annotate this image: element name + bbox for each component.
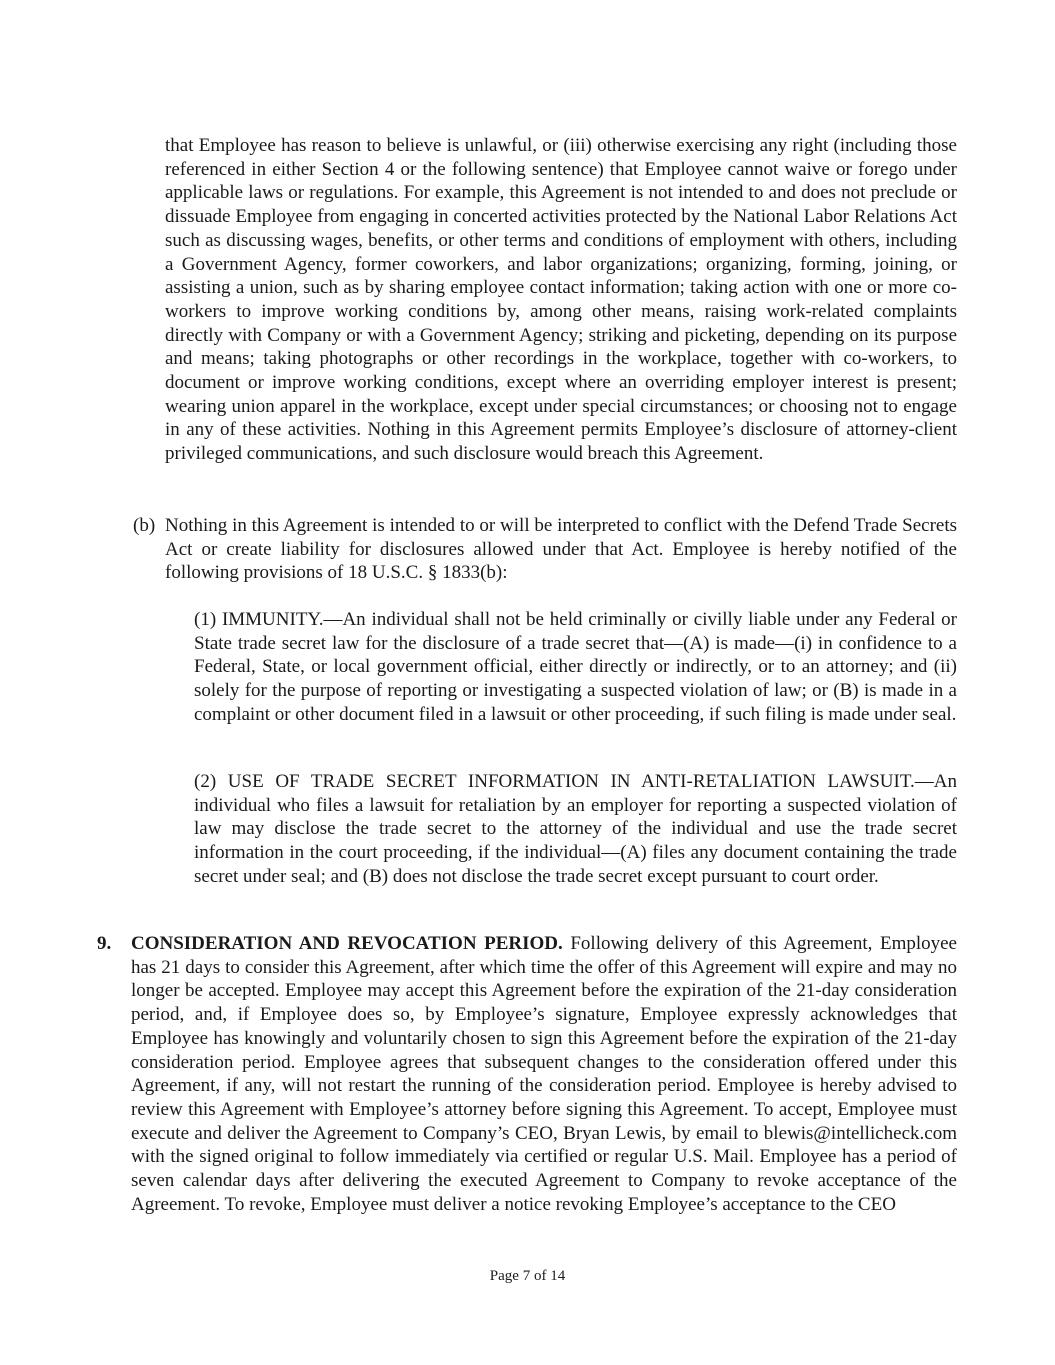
- section-9-heading: CONSIDERATION AND REVOCATION PERIOD.: [131, 933, 563, 954]
- subsection-b: [133, 514, 957, 585]
- provision-2-anti-retaliation: (2) USE OF TRADE SECRET INFORMATION IN ANTI-RETALIATION LAWSUIT.—An individual who files a lawsuit for retaliation by an employer for reporting a suspected violation of law may disclose the trade secret to the attorney of the individual and use the trade secret information in the court proceeding, if the individual—(A) files any document containing the trade secret under seal; and (B) does not disclose the trade secret except pursuant to court order.: [194, 771, 957, 887]
- subsection-b-text: Nothing in this Agreement is intended to or will be interpreted to conflict with the Defend Trade Secrets Act or create liability for disclosures allowed under that Act. Employee is hereby notified of the following provisions of 18 U.S.C. § 1833(b):: [165, 515, 957, 584]
- section-9: [97, 932, 957, 1216]
- provision-1-immunity: (1) IMMUNITY.—An individual shall not be held criminally or civilly liable under any Federal or State trade secret law for the disclosure of a trade secret that—(A) is made—(i) in confidence to a Federal, State, or local government official, either directly or indirectly, or to an attorney; and (ii) solely for the purpose of reporting or investigating a suspected violation of law; or (B) is made in a complaint or other document filed in a lawsuit or other proceeding, if such filing is made under seal.: [194, 609, 957, 725]
- section-9-number: 9.: [97, 933, 112, 954]
- subsection-b-marker: (b): [133, 515, 156, 536]
- page-number-footer: Page 7 of 14: [489, 1268, 566, 1284]
- section-9-text: Following delivery of this Agreement, Employee has 21 days to consider this Agreement, after which time the offer of this Agreement will expire and may no longer be accepted. Employee may accept this Agreement before the expiration of the 21-day consideration period, and, if Employee does so, by Employee’s signature, Employee expressly acknowledges that Employee has knowingly and voluntarily chosen to sign this Agreement before the expiration of the 21-day consideration period. Employee agrees that subsequent changes to the consideration offered under this Agreement, if any, will not restart the running of the consideration period. Employee is hereby advised to review this Agreement with Employee’s attorney before signing this Agreement. To accept, Employee must execute and deliver the Agreement to Company’s CEO, Bryan Lewis, by email to blewis@intellicheck.com with the signed original to follow immediately via certified or regular U.S. Mail. Employee has a period of seven calendar days after delivering the executed Agreement to Company to revoke acceptance of the Agreement. To revoke, Employee must deliver a notice revoking Employee’s acceptance to the CEO: [131, 933, 957, 1215]
- continuation-paragraph: that Employee has reason to believe is unlawful, or (iii) otherwise exercising any right (including those referenced in either Section 4 or the following sentence) that Employee cannot waive or forego under applicable laws or regulations. For example, this Agreement is not intended to and does not preclude or dissuade Employee from engaging in concerted activities protected by the National Labor Relations Act such as discussing wages, benefits, or other terms and conditions of employment with others, including a Government Agency, former coworkers, and labor organizations; organizing, forming, joining, or assisting a union, such as by sharing employee contact information; taking action with one or more co-workers to improve working conditions by, among other means, raising work-related complaints directly with Company or with a Government Agency; striking and picketing, depending on its purpose and means; taking photographs or other recordings in the workplace, together with co-workers, to document or improve working conditions, except where an overriding employer interest is present; wearing union apparel in the workplace, except under special circumstances; or choosing not to engage in any of these activities. Nothing in this Agreement permits Employee’s disclosure of attorney-client privileged communications, and such disclosure would breach this Agreement.: [165, 135, 957, 465]
